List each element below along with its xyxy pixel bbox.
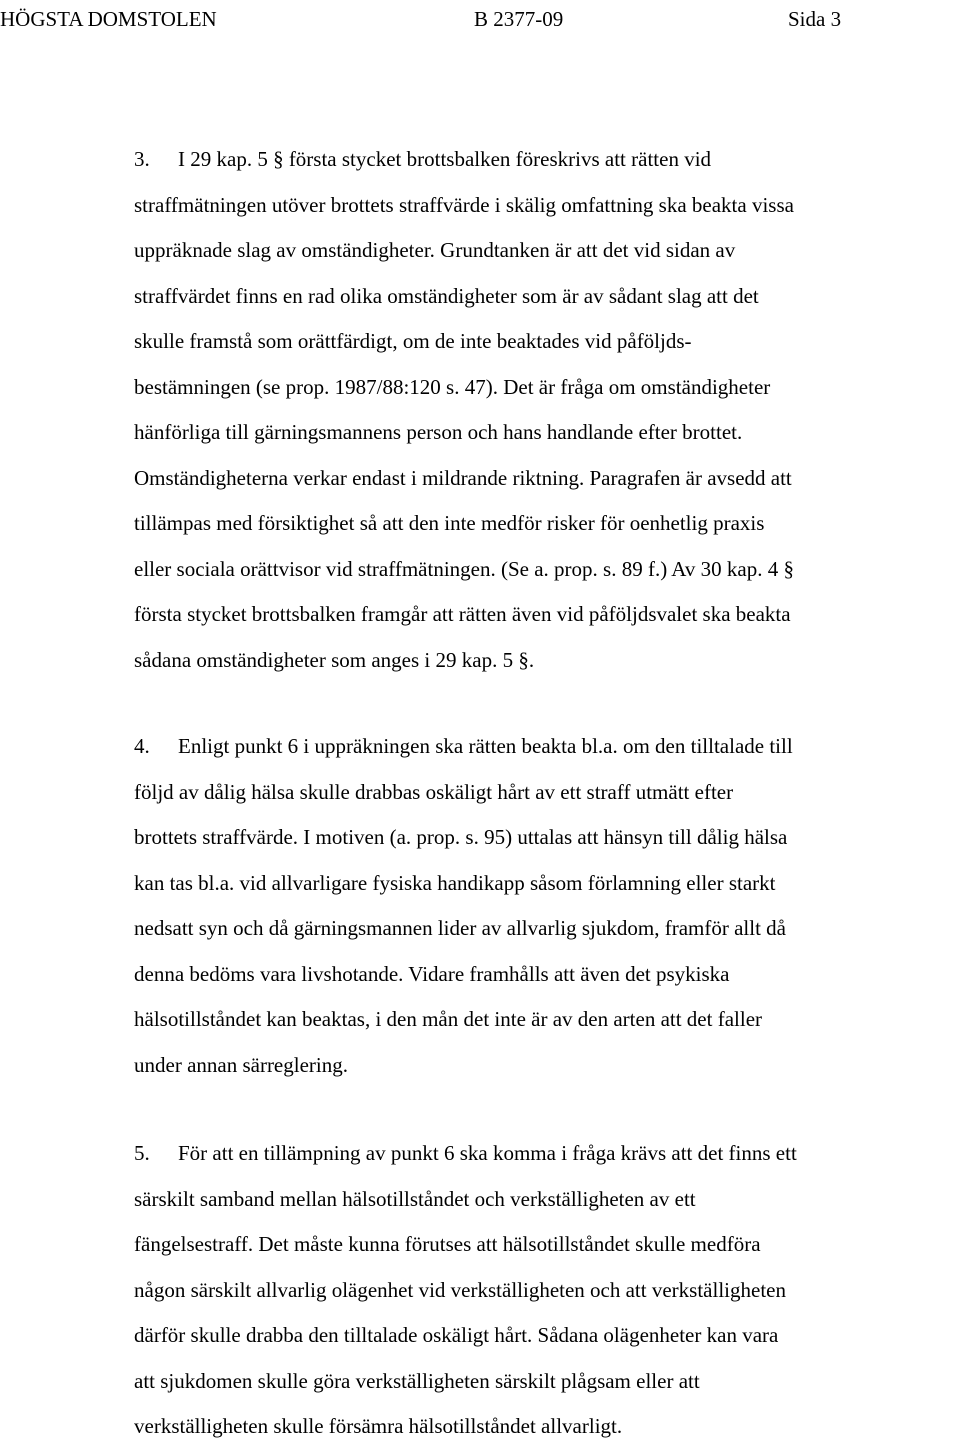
paragraph-line: någon särskilt allvarlig olägenhet vid verkställigheten och att verkställigheten xyxy=(134,1277,786,1302)
paragraph-line: 3. I 29 kap. 5 § första stycket brottsbalken föreskrivs att rätten vid xyxy=(134,137,960,183)
paragraph-line: denna bedöms vara livshotande. Vidare framhålls att även det psykiska xyxy=(134,961,730,986)
paragraph-4 xyxy=(134,724,960,1088)
paragraph-number: 3. xyxy=(134,147,150,171)
page-number: Sida 3 xyxy=(788,7,842,31)
paragraph-line: att sjukdomen skulle göra verkställigheten särskilt plågsam eller att xyxy=(134,1368,700,1393)
paragraph-line: 5. För att en tillämpning av punkt 6 ska komma i fråga krävs att det finns ett xyxy=(134,1131,960,1177)
paragraph-line: 4. Enligt punkt 6 i uppräkningen ska rätten beakta bl.a. om den tilltalade till xyxy=(134,724,960,770)
court-name: HÖGSTA DOMSTOLEN xyxy=(0,7,217,31)
paragraph-number: 4. xyxy=(134,734,150,758)
paragraph-line: hänförliga till gärningsmannens person och hans handlande efter brottet. xyxy=(134,420,743,444)
paragraph-number: 5. xyxy=(134,1141,150,1165)
paragraph-line: brottets straffvärde. I motiven (a. prop. s. 95) uttalas att hänsyn till dålig hälsa xyxy=(134,825,788,849)
paragraph-line: under annan särreglering. xyxy=(134,1052,348,1077)
paragraph-line: straffvärdet finns en rad olika omständigheter som är av sådant slag att det xyxy=(134,283,759,308)
paragraph-line: sådana omständigheter som anges i 29 kap. 5 §. xyxy=(134,647,535,672)
paragraph-line: fängelsestraff. Det måste kunna förutses att hälsotillståndet skulle medföra xyxy=(134,1232,761,1256)
paragraph-line: hälsotillståndet kan beaktas, i den mån det inte är av den arten att det faller xyxy=(134,1007,763,1031)
paragraph-line: därför skulle drabba den tilltalade oskäligt hårt. Sådana olägenheter kan vara xyxy=(134,1323,779,1347)
paragraph-5 xyxy=(134,1131,960,1450)
paragraph-line: kan tas bl.a. vid allvarligare fysiska handikapp såsom förlamning eller starkt xyxy=(134,870,776,895)
paragraph-3 xyxy=(134,137,960,683)
paragraph-line: verkställigheten skulle försämra hälsotillståndet allvarligt. xyxy=(134,1414,623,1438)
paragraph-line: tillämpas med försiktighet så att den inte medför risker för oenhetlig praxis xyxy=(134,511,765,535)
case-number: B 2377-09 xyxy=(474,7,564,31)
paragraph-line: följd av dålig hälsa skulle drabbas oskäligt hårt av ett straff utmätt efter xyxy=(134,779,734,804)
paragraph-line: skulle framstå som orättfärdigt, om de inte beaktades vid påföljds- xyxy=(134,329,692,353)
paragraph-line: särskilt samband mellan hälsotillståndet och verkställigheten av ett xyxy=(134,1186,696,1211)
paragraph-line: uppräknade slag av omständigheter. Grundtanken är att det vid sidan av xyxy=(134,238,736,262)
paragraph-line: straffmätningen utöver brottets straffvärde i skälig omfattning ska beakta vissa xyxy=(134,192,794,217)
paragraph-line: första stycket brottsbalken framgår att rätten även vid påföljdsvalet ska beakta xyxy=(134,602,791,626)
paragraph-line: bestämningen (se prop. 1987/88:120 s. 47). Det är fråga om omständigheter xyxy=(134,374,771,399)
paragraph-line: Omständigheterna verkar endast i mildrande riktning. Paragrafen är avsedd att xyxy=(134,465,792,490)
paragraph-line: nedsatt syn och då gärningsmannen lider av allvarlig sjukdom, framför allt då xyxy=(134,916,786,940)
page-header xyxy=(0,2,960,36)
paragraph-line: eller sociala orättvisor vid straffmätningen. (Se a. prop. s. 89 f.) Av 30 kap. 4 § xyxy=(134,556,794,581)
